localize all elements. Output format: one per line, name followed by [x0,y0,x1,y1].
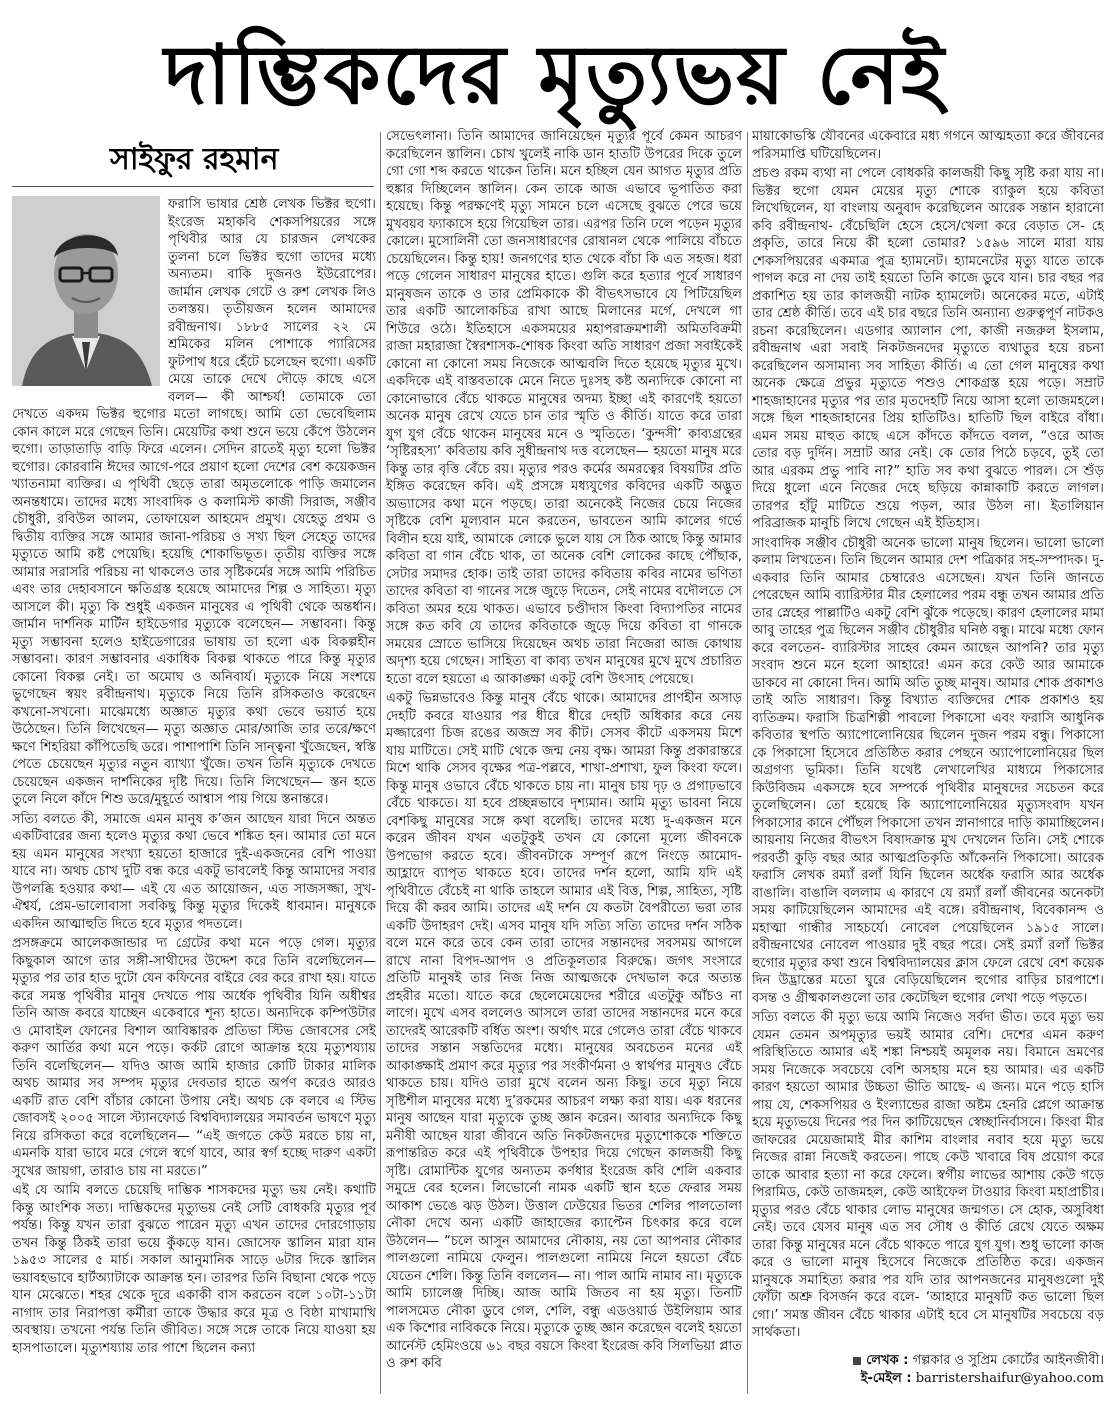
paragraph: প্রচণ্ড রকম ব্যথা না পেলে বোধকরি কালজয়ী কিছু সৃষ্টি করা যায় না। ভিক্টর হুগো যেমন মেয়ের মৃত্যু শোকে ব্যাকুল হয়ে কবিতা লিখেছিলেন, যা বাংলায় অনুবাদ করেছিলেন আরেক সন্তান হারানো কবি রবীন্দ্রনাথ- বেঁচেছিলি হেসে হেসে/খেলা করে বেড়াত সে- হে প্রকৃতি, তারে নিয়ে কী হলো তোমার? ১৫৯৬ সালে মারা যায় শেকসপিয়রের একমাত্র পুত্র হ্যামনেট। হ্যামনেটের মৃত্যু যাতে তাকে পাগল করে না দেয় তাই হয়তো তিনি কাজে ডুবে যান। চার বছর পর প্রকাশিত হয় তার কালজয়ী নাটক হ্যামলেট। অনেকের মতে, এটাই তার শ্রেষ্ঠ কীর্তি। তবে এই চার বছরে তিনি অন্যান্য গুরুত্বপূর্ণ নাটকও রচনা করেছিলেন। এডগার অ্যালান পো, কাজী নজরুল ইসলাম, রবীন্দ্রনাথ এরা সবাই নিকটজনদের মৃত্যুতে ব্যথাতুর হয়ে রচনা করেছিলেন অসামান্য সব সাহিত্য কীর্তি। এ তো গেল মানুষের কথা অনেক ক্ষেত্রে প্রভুর মৃত্যুতে পশুও শোকগ্রস্ত হয়ে পড়ে। সম্রাট শাহজাহানের মৃত্যুর পর তার মৃতদেহটি নিয়ে আসা হলো তাজমহলে। সঙ্গে ছিল শাহজাহানের প্রিয় হাতিটিও। হাতিটি ছিল বাইরে বাঁধা। এমন সময় মাহুত কাছে এসে কাঁদতে কাঁদতে বলল, “ওরে আজ তোর বড় দুর্দিন। সম্রাট আর নেই। কে তোর পিঠে চড়বে, তুই তো আর এরকম প্রভু পাবি না?” হাতি সব কথা বুঝতে পারল। সে শুঁড় দিয়ে ধুলো এনে নিজের দেহে ছড়িয়ে কান্নাকাটি করতে লাগল। তারপর হাঁটু মাটিতে শুয়ে পড়ল, আর উঠল না। ইতালিয়ান পরিব্রাজক মানুচি লিখে গেছেন এই ইতিহাস। [752,166,1104,531]
column-divider [380,132,381,1394]
article-column-1 [12,196,376,1396]
paragraph: প্রসঙ্গক্রমে আলেকজান্ডার দ্য গ্রেটের কথা মনে পড়ে গেল। মৃত্যুর কিছুকাল আগে তার সঙ্গী-সাথীদের উদ্দেশ করে তিনি বলেছিলেন— মৃত্যুর পর তার হাত দুটো যেন কফিনের বাইরে বের করে রাখা হয়। যাতে করে সমস্ত পৃথিবীর মানুষ দেখতে পায় অর্ধেক পৃথিবীর যিনি অধীশ্বর তিনি আজ কবরে যাচ্ছেন একেবারে শূন্য হাতে। অন্যদিকে কম্পিউটার ও মোবাইল ফোনের বিশাল আবিষ্কারক প্রতিভা স্টিভ জোবসের সেই করুণ আর্তির কথা মনে পড়ে। কর্কট রোগে আক্রান্ত হয়ে মৃত্যুশয্যায় তিনি বলেছিলেন— যদিও আজ আমি হাজার কোটি টাকার মালিক অথচ আমার সব সম্পদ মৃত্যুর দেবতার হাতে অর্পণ করেও আরও একটি রাত বেশি বাঁচার কোনো উপায় নেই। অথচ কে বলবে এ স্টিভ জোবসই ২০০৫ সালে স্ট্যানফোর্ড বিশ্ববিদ্যালয়ের সমাবর্তন ভাষণে মৃত্যু নিয়ে রসিকতা করে বলেছিলেন— “এই জগতে কেউ মরতে চায় না, এমনকি যারা ভাবে মরে গেলে স্বর্গে যাবে, আর স্বর্গ হচ্ছে দারুণ একটা সুখের জায়গা, তারাও চায় না মরতে।” [12,936,376,1179]
page-title: দাম্ভিকদের মৃত্যুভয় নেই [164,27,946,123]
paragraph: সাংবাদিক সঞ্জীব চৌধুরী অনেক ভালো মানুষ ছিলেন। ভালো ভালো কলাম লিখতেন। তিনি ছিলেন আমার দেশ পত্রিকার সহ-সম্পাদক। দু-একবার তিনি আমার চেম্বারেও এসেছেন। যখন তিনি জানতে পেরেছেন আমি ব্যারিস্টার মীর হেলালের পরম বন্ধু তখন আমার প্রতি তার স্নেহের পাল্লাটিও একটু বেশি ঝুঁকে পড়েছে। কারণ হেলালের মামা আবু তাহের পুত্র ছিলেন সঞ্জীব চৌধুরীর ঘনিষ্ঠ বন্ধু। মাঝে মধ্যে ফোন করে বলতেন- ব্যারিস্টার সাহেব কেমন আছেন আপনি? তার মৃত্যু সংবাদ শুনে মনে হলো আহারে! এমন করে কেউ আর আমাকে ডাকবে না কোনো দিন। আমি অতি তুচ্ছ মানুষ। আমার শোক প্রকাশও তাই অতি সাধারণ। কিন্তু বিখ্যাত ব্যক্তিদের শোক প্রকাশও হয় ব্যতিক্রম। ফরাসি চিত্রশিল্পী পাবলো পিকাসো এবং ফরাসি আধুনিক কবিতার স্থপতি অ্যাপোলোনিয়ের ছিলেন দুজন পরম বন্ধু। পিকাসো কে পিকাসো হিসেবে প্রতিষ্ঠিত করার পেছনে অ্যাপোলোনিয়ের ছিল অগ্রগণ্য ভূমিকা। তিনি যথেষ্ট লেখালেখির মাধ্যমে পিকাসোর কিউবিজম একসঙ্গে হবে সম্পর্কে পৃথিবীর মানুষদের সচেতন করে তুলেছিলেন। তো হয়েছে কি অ্যাপোলোনিয়ের মৃত্যুসংবাদ যখন পিকাসোর কানে পৌঁছল পিকাসো তখন স্নানাগারে দাড়ি কামাচ্ছিলেন। আয়নায় নিজের বীভৎস বিষাদক্রান্ত মুখ দেখলেন তিনি। সেই শোকে পরবর্তী কুড়ি বছর আর আত্মপ্রতিকৃতি আঁকেননি পিকাসো। আরেক ফরাসি লেখক রম্যাঁ রলাঁ যিনি ছিলেন অর্ধেক ফরাসি আর অর্ধেক বাঙালি। বাঙালি বললাম এ কারণে যে রম্যাঁ রলাঁ জীবনের অনেকটা সময় কাটিয়েছিলেন আমাদের এই বঙ্গে। রবীন্দ্রনাথ, বিবেকানন্দ ও মহাত্মা গান্ধীর সাহচর্যে। নোবেল পেয়েছিলেন ১৯১৫ সালে। রবীন্দ্রনাথের নোবেল পাওয়ার দুই বছর পরে। সেই রম্যাঁ রলাঁ ভিক্টর হুগোর মৃত্যুর কথা শুনে বিশ্ববিদ্যালয়ের ক্লাস ফেলে রেখে বেশ কয়েক দিন উদ্ভ্রান্তের মতো ঘুরে বেড়িয়েছিলেন হুগোর বাড়ির চারপাশে। বসন্ত ও গ্রীষ্মকালগুলো তার কেটেছিল হুগোর লেখা পড়ে পড়তে। [752,535,1104,1006]
email-link[interactable]: barristershaifur@yahoo.com [915,1371,1104,1386]
paragraph: সেভেৎলানা। তিনি আমাদের জানিয়েছেন মৃত্যুর পূর্বে কেমন আচরণ করেছিলেন স্তালিন। চোখ খুলেই নাকি ডান হাতটি উপরের দিকে তুলে গো গো শব্দ করতে থাকেন তিনি। মনে হচ্ছিল যেন আগত মৃত্যুর প্রতি হুঙ্কার দিচ্ছিলেন স্তালিন। কেন তাকে আজ এভাবে ভূপাতিত করা হয়েছে। কিন্তু পরক্ষণেই মৃত্যু সামনে চলে এসেছে বুঝতে পেরে ভয়ে মুখবয়ব ফ্যাকাসে হয়ে গিয়েছিল তার। এরপর তিনি ঢলে পড়েন মৃত্যুর কোলে। মুসোলিনী তো জনসাধারণের রোষানল থেকে পালিয়ে বাঁচতে চেয়েছিলেন। কিন্তু হায়! জনগণের হাত থেকে বাঁচা কি এত সহজ। ধরা পড়ে গেলেন সাধারণ মানুষের হাতে। গুলি করে হত্যার পূর্বে সাধারণ মানুষজন তাকে ও তার প্রেমিকাকে কী বীভৎসভাবে যে পিটিয়েছিল তার একটি আলোকচিত্র রাখা আছে মিলানের মর্গে, দেখলে গা শিউরে ওঠে। ইতিহাসে একসময়ের মহাপরাক্রমশালী অমিতবিক্রমী রাজা মহারাজা স্বৈরশাসক-শোষক কিংবা অতি সাধারণ প্রজা সবাইকেই কোনো না কোনো সময় নিজেকে আত্মবলি দিতে হয়েছে মৃত্যুর মুখে। একদিকে এই বাস্তবতাকে মেনে নিতে দুঃসহ কষ্ট অন্যদিকে কোনো না কোনোভাবে বেঁচে থাকতে মানুষের অদম্য ইচ্ছা এই কারণেই হয়তো অনেক মানুষ রেখে যেতে চান তার স্মৃতি ও কীর্তি। যাতে করে তারা যুগ যুগ বেঁচে থাকেন মানুষের মনে ও স্মৃতিতে। ‘কুন্দসী’ কাব্যগ্রন্থের ‘সৃষ্টিরহস্য’ কবিতায় কবি সুধীন্দ্রনাথ দত্ত বলেছেন— হয়তো মানুষ মরে কিন্তু তার বৃত্তি বেঁচে রয়। মৃত্যুর পরও কর্মের অমরত্বের বিষয়টির প্রতি ইঙ্গিত করেছেন কবি। এই প্রসঙ্গে মধ্যযুগের কবিদের একটি অদ্ভুত অভ্যাসের কথা মনে পড়ছে। তারা অনেকেই নিজের চেয়ে নিজের সৃষ্টিকে বেশি মূল্যবান মনে করতেন, ভাবতেন আমি কালের গর্ভে বিলীন হয়ে যাই, আমাকে লোকে ভুলে যায় সে ঠিক আছে কিন্তু আমার কবিতা বা গান বেঁচে থাক, তা অনেক বেশি লোকের কাছে পৌঁছাক, সেটার সমাদর হোক। তাই তারা তাদের কবিতায় কবির নামের ভণিতা তাদের কবিতা বা গানের সঙ্গে জুড়ে দিতেন, সেই নামের বদৌলতে সে কবিতা অমর হয়ে থাকত। এভাবে চণ্ডীদাস কিংবা বিদ্যাপতির নামের সঙ্গে কত কবি যে তাদের কবিতাকে জুড়ে দিয়ে কবিতা বা গানকে সময়ের স্রোতে ভাসিয়ে দিয়েছেন অথচ তারা নিজেরা আজ কোথায় অদৃশ্য হয়ে গেছেন। সাহিত্য বা কাব্য তখন মানুষের মুখে মুখে প্রচারিত হতো বলে হয়তো এ আকাঙ্ক্ষা একটু বেশি উৎসাহ পেয়েছে। [386,129,742,687]
paragraph: একটু ভিন্নভাবেও কিন্তু মানুষ বেঁচে থাকে। আমাদের প্রাণহীন অসাড় দেহটি কবরে যাওয়ার পর ধীরে ধীরে দেহটি অধিকার করে নেয় মজ্জারেণা চিজ রঙের অজস্র সব কীট। সেসব কীটে একসময় মিশে যায় মাটিতে। সেই মাটি থেকে জন্ম নেয় বৃক্ষ। আমরা কিন্তু প্রকারান্তরে মিশে থাকি সেসব বৃক্ষের পত্র-পল্লবে, শাখা-প্রশাখা, ফুল কিংবা ফলে। কিন্তু মানুষ ওভাবে বেঁচে থাকতে চায় না। মানুষ চায় দৃঢ় ও প্রগাঢ়ভাবে বেঁচে থাকতে। যা হবে প্রচ্ছন্নভাবে দৃশ্যমান। আমি মৃত্যু ভাবনা নিয়ে বেশকিছু মানুষের সঙ্গে কথা বলেছি। তাদের মধ্যে দু-একজন মনে করেন জীবন যখন এতটুকুই তখন যে কোনো মূল্যে জীবনকে উপভোগ করতে হবে। জীবনটাকে সম্পূর্ণ রূপে নিংড়ে আমোদ-আহ্লাদে ব্যাপৃত থাকতে হবে। তাদের দর্শন হলো, আমি যদি এই পৃথিবীতে বেঁচেই না থাকি তাহলে আমার এই বিত্ত, শিল্প, সাহিত্য, সৃষ্টি দিয়ে কী করব আমি। তাদের এই দর্শন যে কতটা বৈপরীত্যে ভরা তার একটি উদাহরণ দেই। এসব মানুষ যদি সত্যি সত্যি তাদের দর্শন সঠিক বলে মনে করে তবে কেন তারা তাদের সন্তানদের সবসময় আগলে রাখে নানা বিপদ-আপদ ও প্রতিকূলতার বিরুদ্ধে। জগৎ সংসারে প্রতিটি মানুষই তার নিজ নিজ আত্মজকে দেখভাল করে অত্যন্ত প্রহরীর মতো। যাতে করে ছেলেমেয়েদের শরীরে এতটুকু আঁচও না লাগে। মুখে এসব বললেও আসলে তারা তাদের সন্তানদের মনে করে তাদেরই আরেকটি বর্ধিত অংশ। অর্থাৎ মরে গেলেও তারা বেঁচে থাকবে তাদের সন্তান সন্ততিদের মধ্যে। মানুষের অবচেতন মনের এই আকাঙ্ক্ষাই প্রমাণ করে মৃত্যুর পর সংকীর্ণমনা ও স্বার্থপর মানুষও বেঁচে থাকতে চায়। যদিও তারা মুখে বলেন অন্য কিছু। তবে মৃত্যু নিয়ে সৃষ্টিশীল মানুষের মধ্যে দু’রকমের আচরণ লক্ষ্য করা যায়। এক ধরনের মানুষ আছেন যারা মৃত্যুকে তুচ্ছ জ্ঞান করেন। আবার অন্যদিকে কিছু মনীষী আছেন যারা জীবনে অতি নিকটজনদের মৃত্যুশোককে শক্তিতে রূপান্তরিত করে এই পৃথিবীকে উপহার দিয়ে গেছেন কালজয়ী কিছু সৃষ্টি। রোমান্টিক যুগের অন্যতম কর্ণধার ইংরেজ কবি শেলি একবার সমুদ্রে বের হলেন। লিভোর্নো নামক একটি স্থান হতে ফেরার সময় আকাশ ভেঙে ঝড় উঠল। উত্তাল ঢেউয়ের ভিতর শেলির পালতোলা নৌকা দেখে অন্য একটি জাহাজের ক্যাপ্টেন চিৎকার করে বলে উঠলেন— “চলে আসুন আমাদের নৌকায়, নয় তো আপনার নৌকার পালগুলো নামিয়ে ফেলুন। পালগুলো নামিয়ে নিলে হয়তো বেঁচে যেতেন শেলি। কিন্তু তিনি বললেন— না। পাল আমি নামাব না। মৃত্যুকে আমি চ্যালেঞ্জ দিচ্ছি। আজ আমি জিতব না হয় মৃত্যু। তিনটি পালসমেত নৌকা ডুবে গেল, শেলি, বন্ধু এডওয়ার্ড উইলিয়াম আর এক কিশোর নাবিককে নিয়ে। মৃত্যুকে তুচ্ছ জ্ঞান করেছেন বলেই হয়তো আর্নেস্ট হেমিংওয়ে ৬১ বছর বয়সে কিংবা ইংরেজ কবি সিলভিয়া প্লাত ও রুশ কবি [386,691,742,1371]
column-divider [747,132,748,1394]
author-description: গল্পকার ও সুপ্রিম কোর্টের আইনজীবী। [912,1353,1104,1368]
author-footer [752,1352,1104,1388]
paragraph: সত্যি বলতে কী, সমাজে এমন মানুষ ক’জন আছেন যারা দিনে অন্তত একটিবারের জন্য হলেও মৃত্যুর কথা ভেবে শঙ্কিত হন। আমার তো মনে হয় এমন মানুষের সংখ্যা হয়তো হাজারে দুই-একজনের বেশি পাওয়া যাবে না। অথচ চোখ দুটি বন্ধ করে একটু ভাবলেই কিন্তু আমাদের সবার উপলব্ধি হওয়ার কথা— এই যে এত আয়োজন, এত সাজসজ্জা, সুখ-ঐশ্বর্য, প্রেম-ভালোবাসা সবকিছু কিন্তু মৃত্যুর দিকেই ধাবমান। মানুষকে একদিন আত্মাহুতি দিতে হবে মৃত্যুর পদতলে। [12,811,376,932]
paragraph: ফরাসি ভাষার শ্রেষ্ঠ লেখক ভিক্টর হুগো। ইংরেজ মহাকবি শেকসপিয়রের সঙ্গে পৃথিবীর আর যে চারজন লেখকের তুলনা চলে ভিক্টর হুগো তাদের মধ্যে অন্যতম। বাকি দুজনও ইউরোপের। জার্মান লেখক গেটে ও রুশ লেখক লিও তলস্তয়। তৃতীয়জন হলেন আমাদের রবীন্দ্রনাথ। ১৮৮৫ সালের ২২ মে শ্রমিকের মলিন পোশাকে প্যারিসের ফুটপাথ ধরে হেঁটে চলেছেন হুগো। একটি মেয়ে তাকে দেখে দৌড়ে কাছে এসে বলল— কী আশ্চর্য! তোমাকে তো দেখতে একদম ভিক্টর হুগোর মতো লাগছে। আমি তো ভেবেছিলাম কোন কালে মরে গেছেন তিনি। মেয়েটির কথা শুনে ভয়ে কেঁপে উঠলেন হুগো। তাড়াতাড়ি বাড়ি ফিরে এলেন। সেদিন রাতেই মৃত্যু হলো ভিক্টর হুগোর। কোরবানি ঈদের আগে-পরে প্রয়াণ হলো দেশের বেশ কয়েকজন খ্যাতনামা ব্যক্তির। এ পৃথিবী ছেড়ে তারা অমৃতলোকে পাড়ি জমালেন অনন্তধামে। তাদের মধ্যে সাংবাদিক ও কলামিস্ট কাজী সিরাজ, সঞ্জীব চৌধুরী, রবিউল আলম, তোফায়েল আহমেদ প্রমুখ। যেহেতু প্রথম ও দ্বিতীয় ব্যক্তির সঙ্গে আমার জানা-পরিচয় ও সখ্য ছিল সেহেতু তাদের মৃত্যুতে আমি কষ্ট পেয়েছি। হয়েছি শোকাভিভূত। তৃতীয় ব্যক্তির সঙ্গে আমার সরাসরি পরিচয় না থাকলেও তার সৃষ্টিকর্মের সঙ্গে আমি পরিচিত এবং তার দেহাবসানে ক্ষতিগ্রস্ত হয়েছে আমাদের শিল্প ও সাহিত্য। মৃত্যু আসলে কী। মৃত্যু কি শুধুই একজন মানুষের এ পৃথিবী থেকে অন্তর্ধান। জার্মান দার্শনিক মার্টিন হাইডেগার মৃত্যুকে বলেছেন— সম্ভাবনা। কিন্তু মৃত্যু সম্ভাবনা হলেও হাইডেগারের ভাষায় তা হলো এক বিকল্পহীন সম্ভাবনা। কারণ সম্ভাবনার একাধিক বিকল্প থাকতে পারে কিন্তু মৃত্যুর কোনো বিকল্প নেই। তা অমোঘ ও অনিবার্য। মৃত্যুকে নিয়ে সংশয়ে ভুগেছেন স্বয়ং রবীন্দ্রনাথ। মৃত্যুকে নিয়ে তিনি রসিকতাও করেছেন কখনো-সখনো। মাঝেমধ্যে অজ্ঞাত মৃত্যুর কথা ভেবে ভয়ার্ত হয়ে উঠেছেন। তিনি লিখেছেন— মৃত্যু অজ্ঞাত মোর/আজি তার তরে/ক্ষণে ক্ষণে শিহরিয়া কাঁপিতেছি ডরে। পাশাপাশি তিনি সান্ত্বনা খুঁজেছেন, স্বস্তি পেতে চেয়েছেন মৃত্যুর নতুন ব্যাখ্যা খুঁজে। তখন তিনি মৃত্যুকে দেখতে চেয়েছেন একজন দার্শনিকের দৃষ্টি দিয়ে। তিনি লিখেছেন— স্তন হতে তুলে নিলে কাঁদে শিশু ডরে/মুহূর্তে আশ্বাস পায় গিয়ে স্তনান্তরে। [12,197,376,807]
email-label: ই-মেইল : [860,1371,912,1386]
paragraph: মায়াকোভস্কি যৌবনের একেবারে মধ্য গগনে আত্মহত্যা করে জীবনের পরিসমাপ্তি ঘটিয়েছিলেন। [752,129,1104,162]
article-column-3 [752,128,1104,1352]
paragraph: এই যে আমি বলতে চেয়েছি দাম্ভিক শাসকদের মৃত্যু ভয় নেই। কথাটি কিন্তু আংশিক সত্য। দাম্ভিকদের মৃত্যুভয় নেই সেটি বোধকরি মৃত্যুর পূর্ব পর্যন্ত। কিন্তু যখন তারা বুঝতে পারেন মৃত্যু এখন তাদের দোরগোড়ায় তখন কিন্তু ঠিকই তারা ভয়ে কুঁকড়ে যান। জোসেফ স্তালিন মারা যান ১৯৫৩ সালের ৫ মার্চ। সকাল আনুমানিক সাড়ে ৬টার দিকে স্তালিন ভয়াবহভাবে হার্টঅ্যাটাকে আক্রান্ত হন। তারপর তিনি বিছানা থেকে পড়ে যান মেঝেতে। শহর থেকে দূরে একাকী বাস করতেন বলে ১০টা-১১টা নাগাদ তার নিরাপত্তা কর্মীরা তাকে উদ্ধার করে মূত্র ও বিষ্ঠা মাখামাখি অবস্থায়। তখনো পর্যন্ত তিনি জীবিত। সঙ্গে সঙ্গে তাকে নিয়ে যাওয়া হয় হাসপাতালে। মৃত্যুশয্যায় তার পাশে ছিলেন কন্যা [12,1183,376,1356]
author-label: লেখক : [866,1353,909,1368]
paragraph: সত্যি বলতে কী মৃত্যু ভয়ে আমি নিজেও সর্বদা ভীত। তবে মৃত্যু ভয় যেমন তেমন অপমৃত্যুর ভয়ই আমার বেশি। দেশের এমন করুণ পরিস্থিতিতে আমার এই শঙ্কা নিশ্চয়ই অমূলক নয়। বিমানে ভ্রমণের সময় নিজেকে সবচেয়ে বেশি অসহায় মনে হয় আমার। এর একটি কারণ হয়তো আমার উচ্চতা ভীতি আছে- এ জন্য। মনে পড়ে হাসি পায় যে, শেকসপিয়র ও ইংল্যান্ডের রাজা অষ্টম হেনরি প্লেগে আক্রান্ত হয়ে মৃত্যুভয়ে দিনের পর দিন কাটিয়েছেন স্বেচ্ছানির্বাসনে। কিংবা মীর জাফরের মেয়েজামাই মীর কাশিম বাংলার নবাব হয়ে মৃত্যু ভয়ে নিজের রান্না নিজেই করতেন। পাছে কেউ খাবারে বিষ প্রয়োগ করে তাকে আবার হত্যা না করে ফেলে। স্বর্গীয় লাভের আশায় কেউ গড়ে পিরামিড, কেউ তাজমহল, কেউ আইফেল টাওয়ার কিংবা মহাপ্রাচীর। মৃত্যুর পরও বেঁচে থাকার লোভ মানুষের জন্মগত। সে হোক, অসুবিধা নেই। তবে যেসব মানুষ এত সব সৌধ ও কীর্তি রেখে যেতে অক্ষম তারা কিন্তু মানুষের মনে বেঁচে থাকতে পারে যুগ যুগ। শুধু ভালো কাজ করে ও ভালো মানুষ হিসেবে নিজেকে প্রতিষ্ঠিত করে। একজন মানুষকে সমাহিত্য করার পর যদি তার আপনজনের মানুষগুলো দুই ফোঁটা অশ্রু বিসর্জন করে বলে- ‘আহারে মানুষটি কত ভালো ছিল গো।’ সমস্ত জীবন বেঁচে থাকার এটাই হবে সে মানুষটির সবচেয়ে বড় সার্থকতা। [752,1010,1104,1340]
byline: সাইফুর রহমান [110,142,279,177]
author-photo [12,196,160,386]
author-portrait-icon [12,196,160,386]
byline-divider [12,186,374,187]
author-email [752,1370,1104,1388]
square-bullet-icon [853,1357,861,1365]
article-column-2 [386,128,742,1398]
author-info [752,1352,1104,1370]
